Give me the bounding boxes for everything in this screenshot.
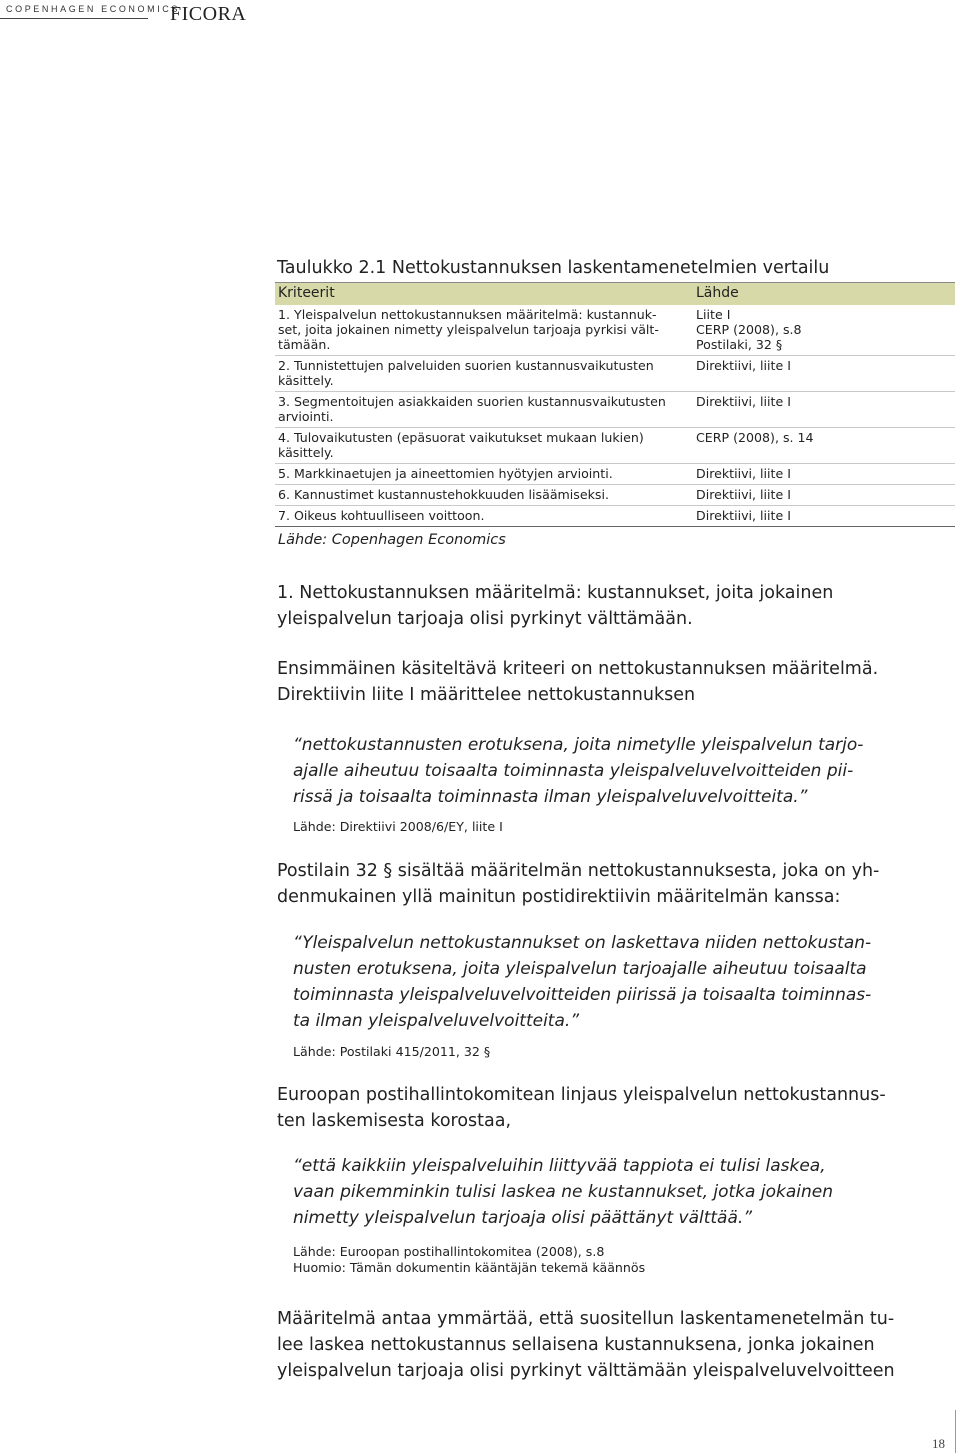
- table-caption: Taulukko 2.1 Nettokustannuksen laskentamenetelmien vertailu: [277, 258, 830, 278]
- text-line: Direktiivin liite I määrittelee nettokustannuksen: [277, 685, 696, 705]
- table-row: [275, 305, 955, 356]
- quote-postal-law: [293, 930, 933, 1034]
- translator-note: Huomio: Tämän dokumentin kääntäjän tekemä käännös: [293, 1260, 646, 1275]
- criterion-cell: [275, 356, 693, 392]
- source-line: Direktiivi, liite I: [696, 358, 791, 373]
- criterion-cell: 5. Markkinaetujen ja aineettomien hyötyjen arviointi.: [275, 464, 693, 485]
- criterion-line: 1. Yleispalvelun nettokustannuksen määritelmä: kustannuk-: [278, 307, 657, 322]
- quote-source: Lähde: Euroopan postihallintokomitea (2008), s.8: [293, 1244, 605, 1259]
- criterion-line: tämään.: [278, 337, 331, 352]
- page-header: [0, 0, 960, 30]
- criterion-line: käsittely.: [278, 445, 334, 460]
- quote-source: Lähde: Direktiivi 2008/6/EY, liite I: [293, 819, 503, 834]
- paragraph: [277, 1306, 937, 1384]
- table-source-row: [275, 527, 955, 552]
- ficora-logo: FICORA: [170, 3, 247, 25]
- quote-source-block: [293, 1244, 645, 1276]
- quote-line: toiminnasta yleispalveluvelvoitteiden piirissä ja toisaalta toiminnas-: [293, 985, 872, 1005]
- table-source-note: Lähde: Copenhagen Economics: [278, 532, 506, 548]
- source-cell: Direktiivi, liite I: [693, 464, 955, 485]
- source-line: Liite I: [696, 307, 731, 322]
- criterion-cell: 7. Oikeus kohtuulliseen voittoon.: [275, 506, 693, 527]
- header-criteria: Kriteerit: [275, 283, 693, 306]
- table-row: [275, 392, 955, 428]
- source-line: CERP (2008), s. 14: [696, 430, 814, 445]
- criterion-line: 3. Segmentoitujen asiakkaiden suorien kustannusvaikutusten: [278, 394, 666, 409]
- criterion-line: arviointi.: [278, 409, 334, 424]
- source-cell: [693, 356, 955, 392]
- quote-directive: [293, 732, 933, 810]
- paragraph: [277, 1082, 937, 1134]
- criterion-cell: [275, 305, 693, 356]
- table-header-row: [275, 283, 955, 306]
- text-line: Määritelmä antaa ymmärtää, että suositellun laskentamenetelmän tu-: [277, 1309, 895, 1329]
- source-line: CERP (2008), s.8: [696, 322, 802, 337]
- text-line: yleispalvelun tarjoaja olisi pyrkinyt välttämään.: [277, 609, 693, 629]
- quote-line: “että kaikkiin yleispalveluihin liittyvää tappiota ei tulisi laskea,: [293, 1156, 826, 1176]
- text-line: Ensimmäinen käsiteltävä kriteeri on nettokustannuksen määritelmä.: [277, 659, 879, 679]
- text-line: Euroopan postihallintokomitean linjaus yleispalvelun nettokustannus-: [277, 1085, 886, 1105]
- source-cell: Direktiivi, liite I: [693, 485, 955, 506]
- page-number-rule: [955, 1410, 956, 1453]
- criterion-line: set, joita jokainen nimetty yleispalvelun tarjoaja pyrkisi vält-: [278, 322, 659, 337]
- quote-line: rissä ja toisaalta toiminnasta ilman yleispalveluvelvoitteita.”: [293, 787, 808, 807]
- table-row: [275, 506, 955, 527]
- text-line: denmukainen yllä mainitun postidirektiivin määritelmän kanssa:: [277, 887, 841, 907]
- text-line: lee laskea nettokustannus sellaisena kustannuksena, jonka jokainen: [277, 1335, 875, 1355]
- criterion-line: 4. Tulovaikutusten (epäsuorat vaikutukset mukaan lukien): [278, 430, 644, 445]
- criterion-cell: [275, 392, 693, 428]
- source-cell: Direktiivi, liite I: [693, 506, 955, 527]
- table-row: [275, 428, 955, 464]
- quote-line: nimetty yleispalvelun tarjoaja olisi päättänyt välttää.”: [293, 1208, 753, 1228]
- source-line: Direktiivi, liite I: [696, 394, 791, 409]
- quote-line: ta ilman yleispalveluvelvoitteita.”: [293, 1011, 580, 1031]
- table-row: [275, 464, 955, 485]
- source-cell: [693, 428, 955, 464]
- logo-underline: [0, 18, 148, 19]
- quote-line: nusten erotuksena, joita yleispalvelun tarjoajalle aiheutuu toisaalta: [293, 959, 867, 979]
- table-row: [275, 356, 955, 392]
- paragraph: [277, 656, 937, 708]
- text-line: Postilain 32 § sisältää määritelmän nettokustannuksesta, joka on yh-: [277, 861, 880, 881]
- table-row: [275, 485, 955, 506]
- source-cell: [693, 305, 955, 356]
- paragraph: [277, 858, 937, 910]
- header-source: Lähde: [693, 283, 955, 306]
- quote-line: ajalle aiheutuu toisaalta toiminnasta yleispalveluvelvoitteiden pii-: [293, 761, 854, 781]
- text-line: 1. Nettokustannuksen määritelmä: kustannukset, joita jokainen: [277, 583, 834, 603]
- page-number: 18: [932, 1436, 945, 1451]
- quote-cerp: [293, 1153, 933, 1231]
- source-line: Postilaki, 32 §: [696, 337, 783, 352]
- criterion-line: käsittely.: [278, 373, 334, 388]
- quote-source: Lähde: Postilaki 415/2011, 32 §: [293, 1044, 491, 1059]
- criterion-cell: 6. Kannustimet kustannustehokkuuden lisäämiseksi.: [275, 485, 693, 506]
- quote-line: “nettokustannusten erotuksena, joita nimetylle yleispalvelun tarjo-: [293, 735, 864, 755]
- section-heading: [277, 580, 937, 632]
- copenhagen-economics-logo: COPENHAGEN ECONOMICS: [6, 4, 181, 14]
- criterion-cell: [275, 428, 693, 464]
- text-line: ten laskemisesta korostaa,: [277, 1111, 512, 1131]
- quote-line: vaan pikemminkin tulisi laskea ne kustannukset, jotka jokainen: [293, 1182, 833, 1202]
- source-cell: [693, 392, 955, 428]
- text-line: yleispalvelun tarjoaja olisi pyrkinyt välttämään yleispalveluvelvoitteen: [277, 1361, 895, 1381]
- criterion-line: 2. Tunnistettujen palveluiden suorien kustannusvaikutusten: [278, 358, 654, 373]
- criteria-table: [275, 282, 955, 551]
- quote-line: “Yleispalvelun nettokustannukset on laskettava niiden nettokustan-: [293, 933, 872, 953]
